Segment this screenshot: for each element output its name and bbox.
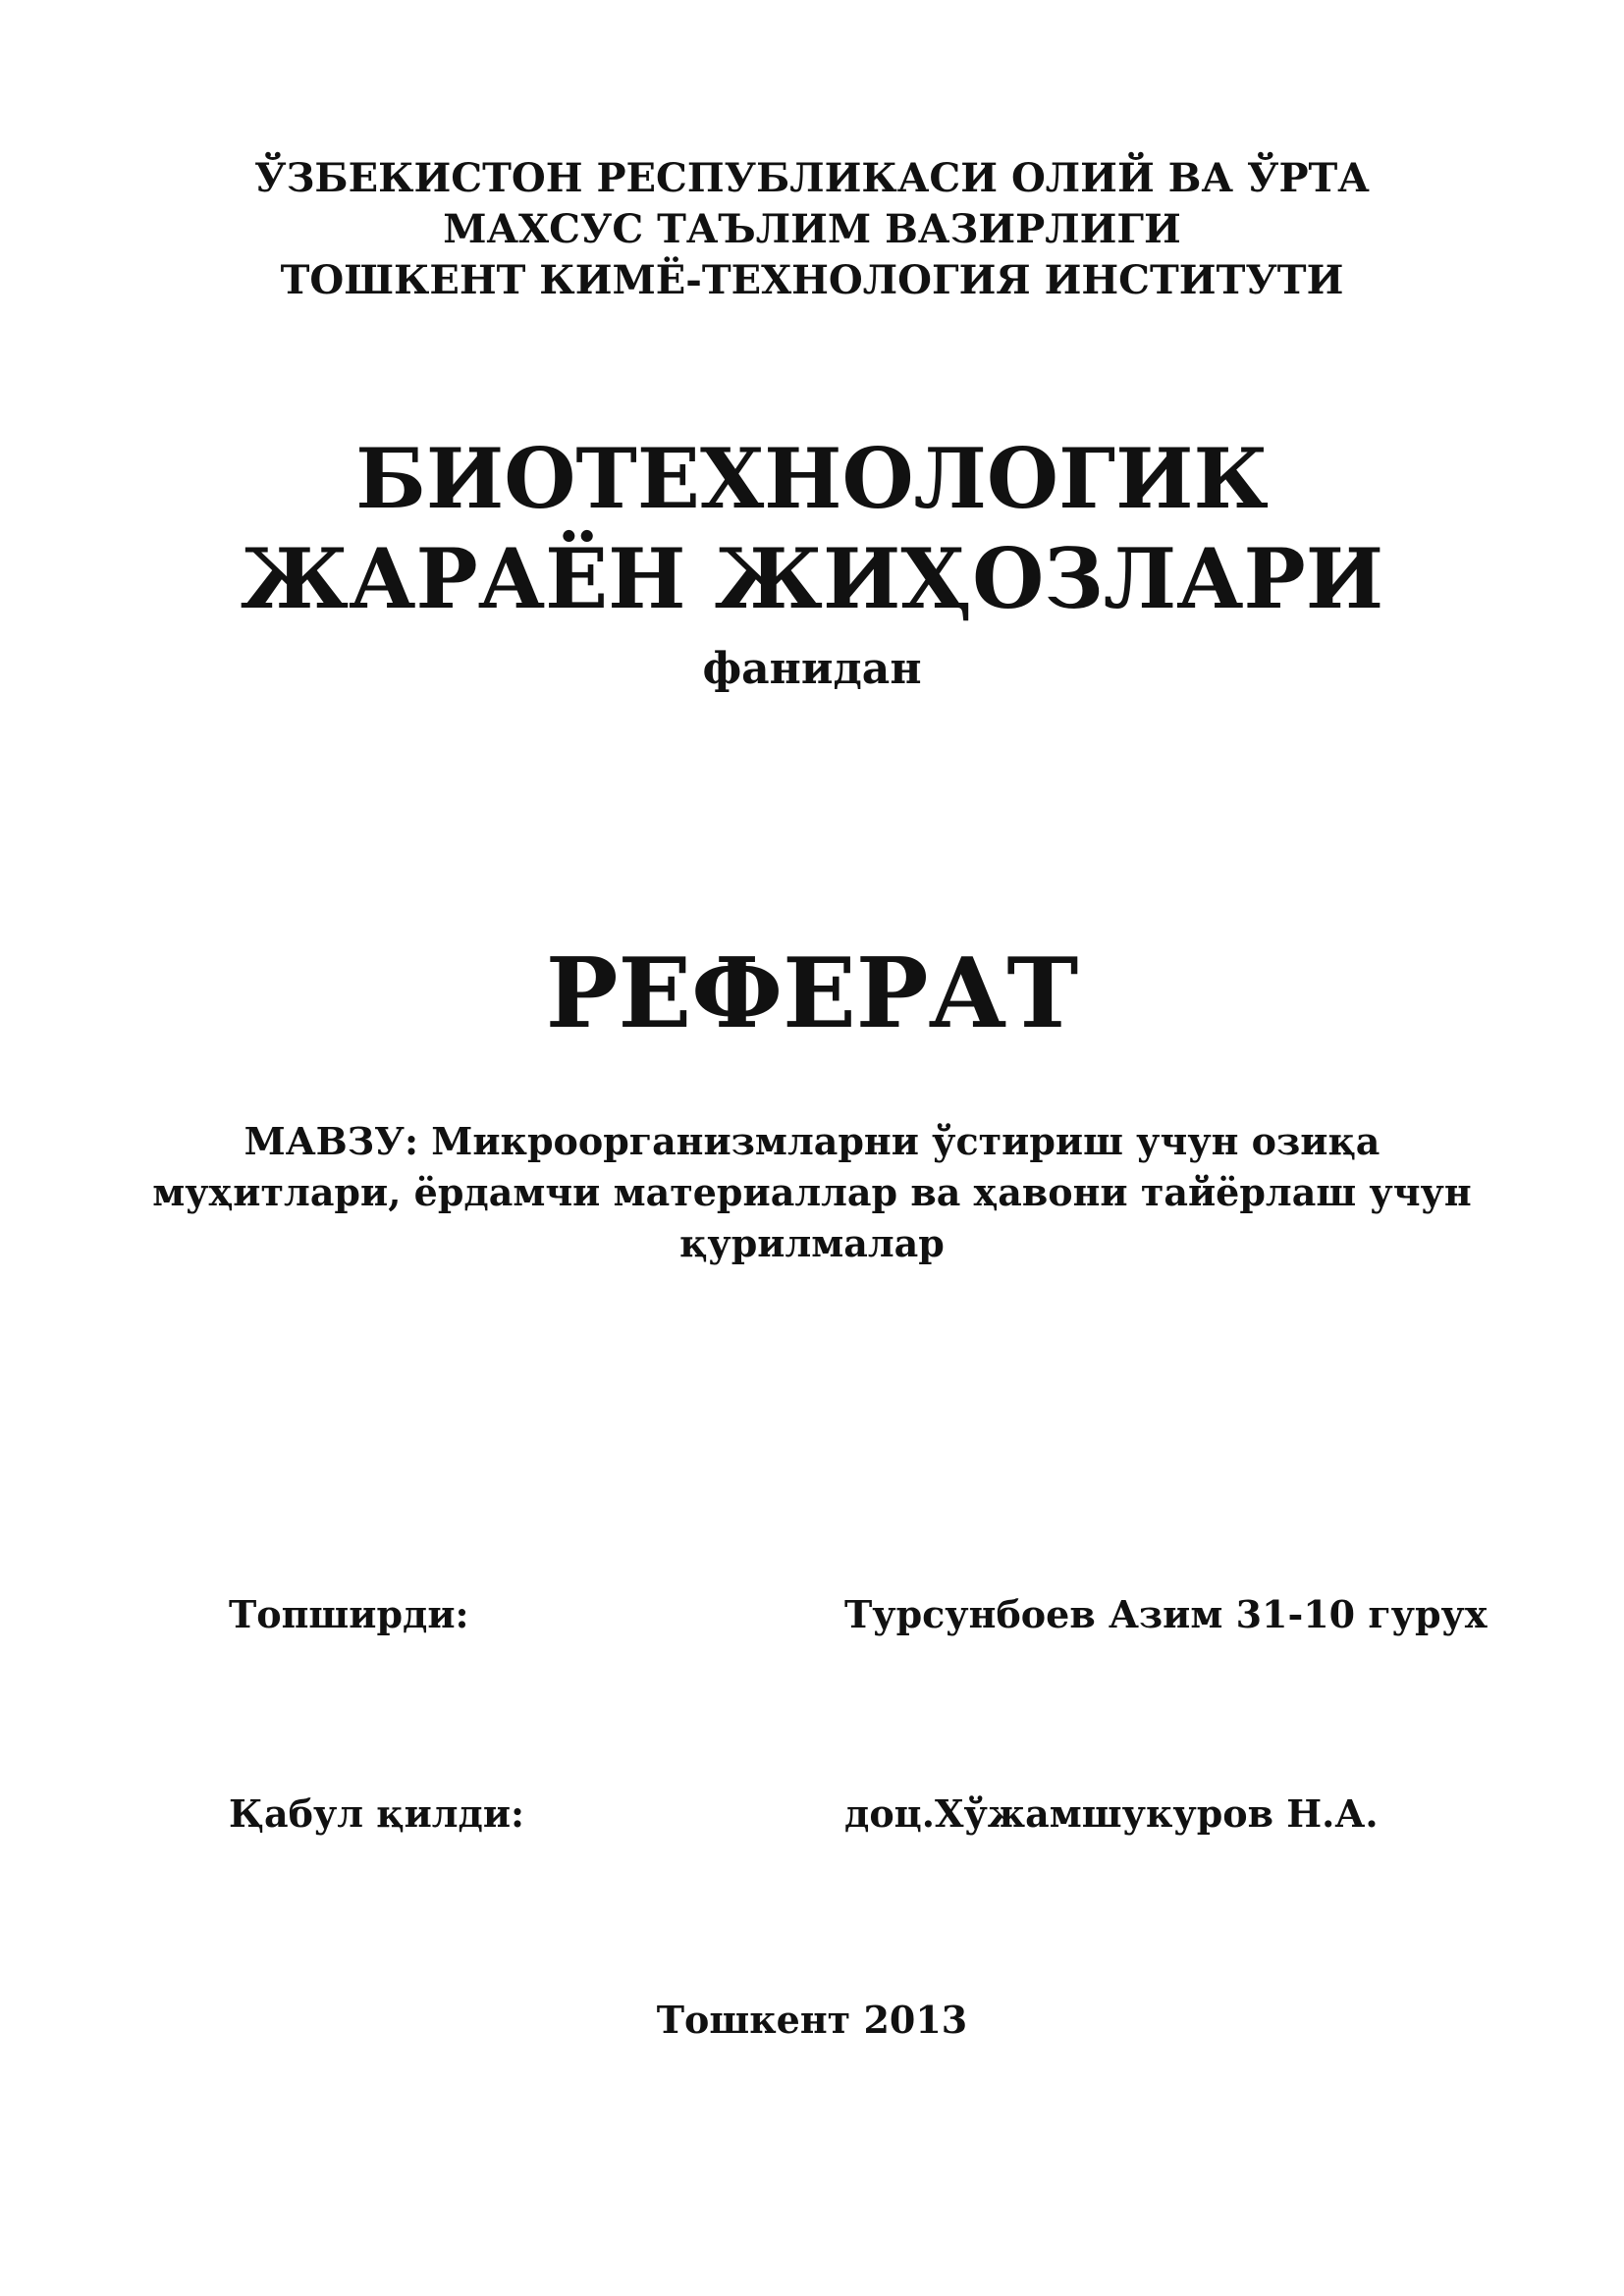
topic-line-2: муҳитлари, ёрдамчи материаллар ва ҳавони тайёрлаш учун [152,1170,1472,1214]
place-year: Тошкент 2013 [656,1998,968,2042]
accepted-name: доц.Хўжамшукуров Н.А. [844,1791,1379,1836]
subject-title-line-1: БИОТЕХНОЛОГИК [355,430,1269,527]
accepted-label: Қабул қилди: [229,1791,525,1836]
subject-title-line-2: ЖАРАЁН ЖИҲОЗЛАРИ [240,530,1384,627]
topic-line-1: МАВЗУ: Микроорганизмларни ўстириш учун озиқа [244,1119,1380,1163]
submitted-label: Топширди: [229,1592,469,1636]
submitted-name: Турсунбоев Азим 31-10 гурух [844,1592,1488,1636]
ministry-line-2: МАХСУС ТАЪЛИМ ВАЗИРЛИГИ [443,206,1181,252]
topic-line-3: қурилмалар [679,1221,945,1265]
ministry-line-1: ЎЗБЕКИСТОН РЕСПУБЛИКАСИ ОЛИЙ ВА ЎРТА [254,155,1370,201]
document-type-title: РЕФЕРАТ [545,937,1079,1050]
institute-name: ТОШКЕНТ КИМЁ-ТЕХНОЛОГИЯ ИНСТИТУТИ [280,257,1344,303]
subject-suffix: фанидан [702,644,922,694]
